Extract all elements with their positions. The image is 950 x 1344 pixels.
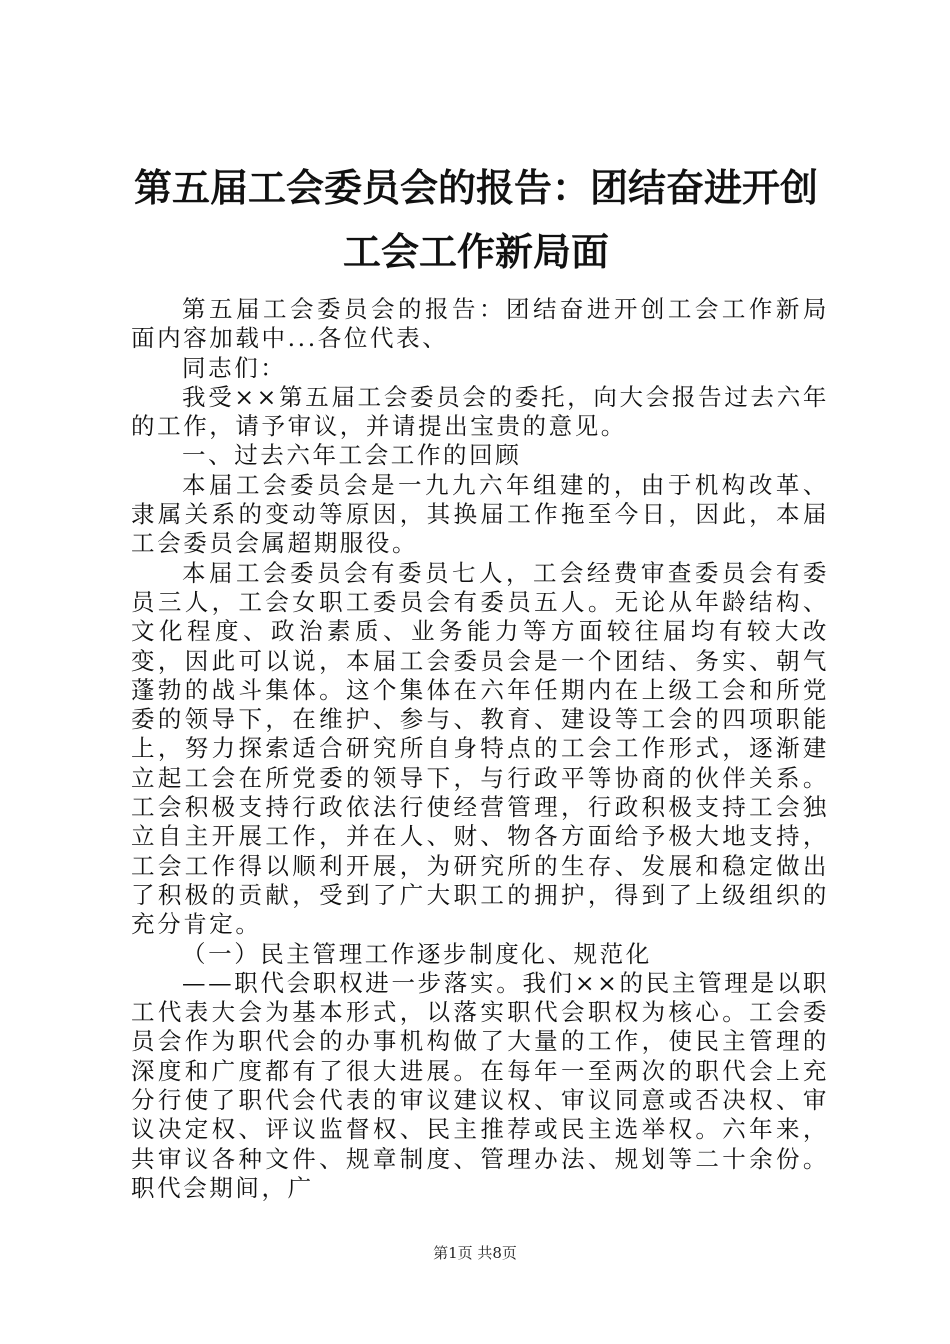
document-body [131,295,829,1203]
paragraph-salutation: 同志们： [182,353,287,382]
paragraph-workers-congress: ——职代会职权进一步落实。我们××的民主管理是以职工代表大会为基本形式，以落实职代会职权为核心。工会委员会作为职代会的办事机构做了大量的工作，使民主管理的深度和广度都有了很大进展。在每年一至两次的职代会上充分行使了职代会代表的审议建议权、审议同意或否决权、审议决定权、评议监督权、民主推荐或民主选举权。六年来，共审议各种文件、规章制度、管理办法、规划等二十余份。职代会期间，广 [131,968,829,1202]
subsection-heading-democratic-management: （一）民主管理工作逐步制度化、规范化 [182,939,652,968]
section-heading-review: 一、过去六年工会工作的回顾 [182,441,522,470]
document-title: 第五届工会委员会的报告：团结奋进开创工会工作新局面 [133,165,818,274]
page-footer: 第1页 共8页 [433,1244,517,1262]
paragraph-committee-members: 本届工会委员会有委员七人，工会经费审查委员会有委员三人，工会女职工委员会有委员五人。无论从年龄结构、文化程度、政治素质、业务能力等方面较往届均有较大改变，因此可以说，本届工会委员会是一个团结、务实、朝气蓬勃的战斗集体。这个集体在六年任期内在上级工会和所党委的领导下，在维护、参与、教育、建设等工会的四项职能上，努力探索适合研究所自身特点的工会工作形式，逐渐建立起工会在所党委的领导下，与行政平等协商的伙伴关系。工会积极支持行政依法行使经营管理，行政积极支持工会独立自主开展工作，并在人、财、物各方面给予极大地支持，工会工作得以顺利开展，为研究所的生存、发展和稳定做出了积极的贡献，受到了广大职工的拥护，得到了上级组织的充分肯定。 [131,558,829,939]
paragraph-committee-history: 本届工会委员会是一九九六年组建的，由于机构改革、隶属关系的变动等原因，其换届工作拖至今日，因此，本届工会委员会属超期服役。 [131,470,829,558]
paragraph-opening: 我受××第五届工会委员会的委托，向大会报告过去六年的工作，请予审议，并请提出宝贵的意见。 [131,382,829,441]
paragraph-intro: 第五届工会委员会的报告：团结奋进开创工会工作新局面内容加载中...各位代表、 [131,295,829,353]
